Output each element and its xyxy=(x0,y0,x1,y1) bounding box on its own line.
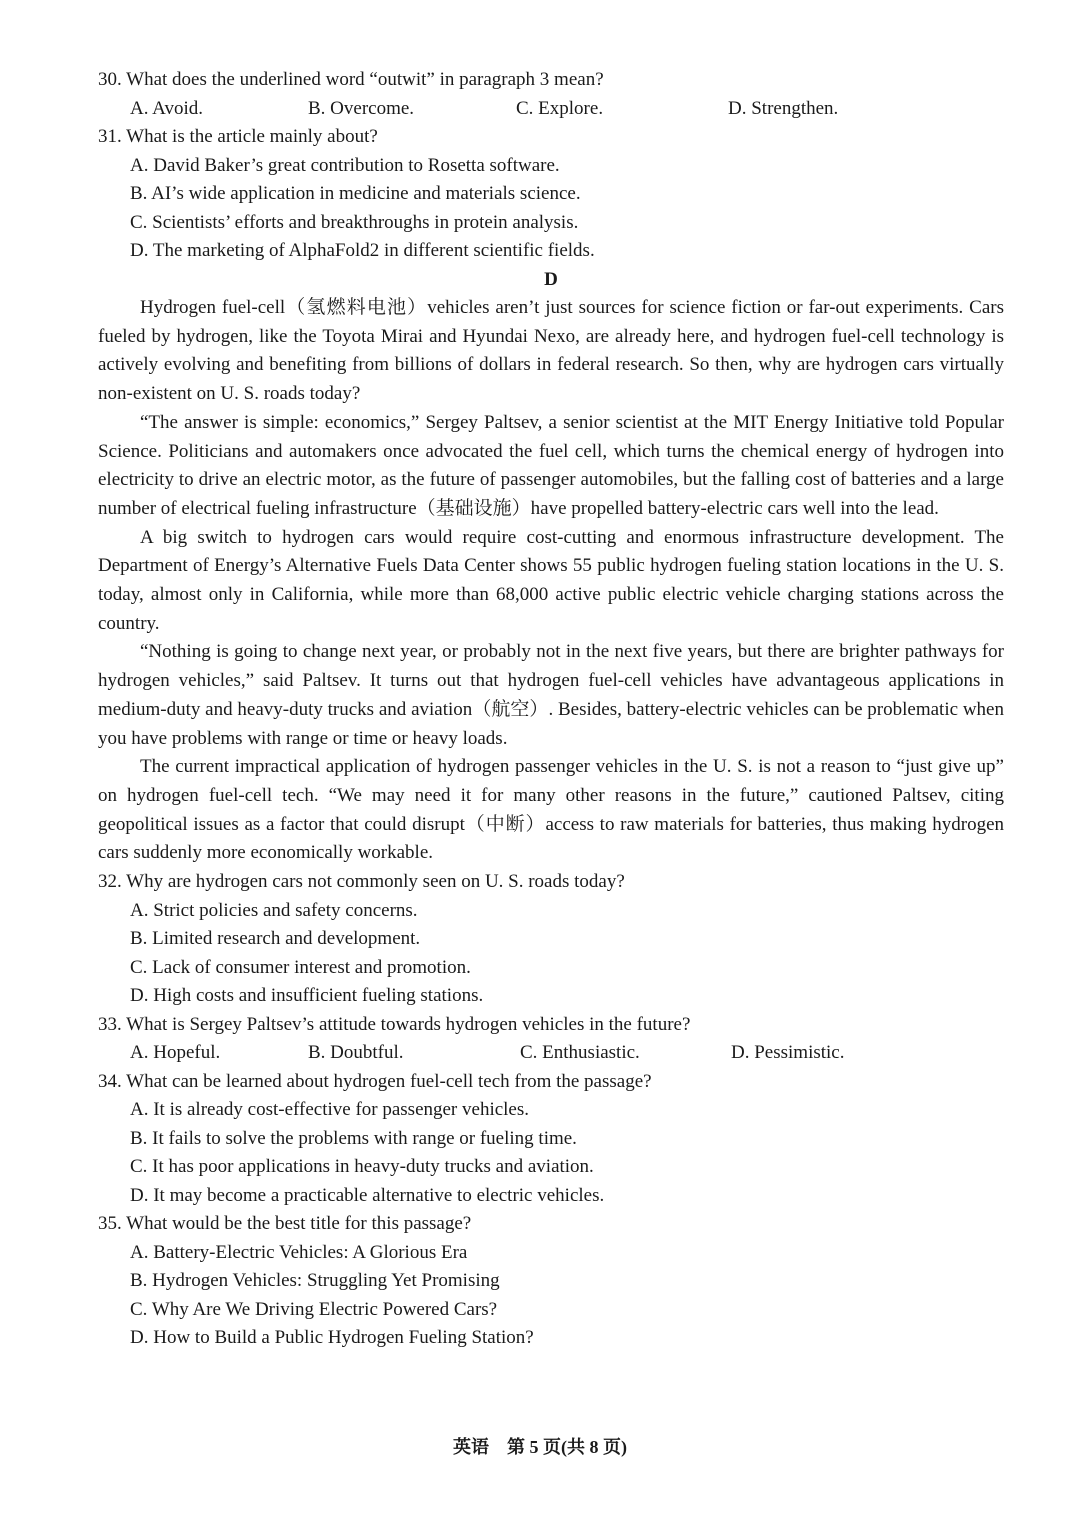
question-34: 34. What can be learned about hydrogen fuel-cell tech from the passage? xyxy=(98,1070,652,1092)
q31-option-a: A. David Baker’s great contribution to Rosetta software. xyxy=(130,154,560,176)
q34-option-b: B. It fails to solve the problems with range or fueling time. xyxy=(130,1127,577,1149)
question-33-options xyxy=(98,1039,1004,1068)
q33-option-a: A. Hopeful. xyxy=(130,1042,221,1064)
q30-option-b: B. Overcome. xyxy=(308,97,415,119)
q35-option-d: D. How to Build a Public Hydrogen Fueling Station? xyxy=(130,1327,534,1349)
q32-option-c: C. Lack of consumer interest and promotion. xyxy=(130,956,471,978)
question-30-options xyxy=(98,95,1004,124)
q31-option-b: B. AI’s wide application in medicine and materials science. xyxy=(130,183,581,204)
q34-option-d: D. It may become a practicable alternative to electric vehicles. xyxy=(130,1184,605,1206)
q30-option-d: D. Strengthen. xyxy=(728,97,839,119)
page-footer: 英语 第 5 页(共 8 页) xyxy=(453,1437,627,1457)
q35-option-c: C. Why Are We Driving Electric Powered Cars? xyxy=(130,1298,498,1320)
q32-option-b: B. Limited research and development. xyxy=(130,928,421,950)
q33-option-d: D. Pessimistic. xyxy=(731,1042,845,1064)
passage-paragraph: A big switch to hydrogen cars would require cost-cutting and enormous infrastructure development. The Department of Energy’s Alternative Fuels Data Center shows 55 public hydrogen fueling station locations in the U. S. today, almost only in California, while more than 68,000 active public electric vehicle charging stations across the country. xyxy=(98,526,1004,634)
passage xyxy=(98,294,1004,868)
q34-option-a: A. It is already cost-effective for passenger vehicles. xyxy=(130,1099,530,1121)
q32-option-d: D. High costs and insufficient fueling stations. xyxy=(130,985,484,1007)
question-35: 35. What would be the best title for this passage? xyxy=(98,1213,472,1235)
q35-option-b: B. Hydrogen Vehicles: Struggling Yet Promising xyxy=(130,1270,500,1292)
question-30: 30. What does the underlined word “outwit” in paragraph 3 mean? xyxy=(98,69,604,90)
passage-paragraph: Hydrogen fuel-cell（氢燃料电池）vehicles aren’t just sources for science fiction or far-out experiments. Cars fueled by hydrogen, like the Toyota Mirai and Hyundai Nexo, are already here, and hydrogen fuel-cell technology is actively evolving and benefiting from billions of dollars in federal research. So then, why are hydrogen cars virtually non-existent on U. S. roads today? xyxy=(98,297,1004,405)
q32-option-a: A. Strict policies and safety concerns. xyxy=(130,899,418,921)
q35-option-a: A. Battery-Electric Vehicles: A Glorious Era xyxy=(130,1241,468,1263)
passage-paragraph: The current impractical application of hydrogen passenger vehicles in the U. S. is not a reason to “just give up” on hydrogen fuel-cell tech. “We may need it for many other reasons in the future,” cautioned Paltsev, citing geopolitical issues as a factor that could disrupt（中断）access to raw materials for batteries, thus making hydrogen cars suddenly more economically workable. xyxy=(98,756,1004,864)
q33-option-b: B. Doubtful. xyxy=(308,1042,404,1064)
passage-paragraph: “The answer is simple: economics,” Sergey Paltsev, a senior scientist at the MIT Energy Initiative told Popular Science. Politicians and automakers once advocated the fuel cell, which turns the chemical energy of hydrogen into electricity to drive an electric motor, as the future of passenger automobiles, but the falling cost of batteries and a large number of electrical fueling infrastructure（基础设施）have propelled battery-electric cars well into the lead. xyxy=(98,411,1004,519)
q34-option-c: C. It has poor applications in heavy-duty trucks and aviation. xyxy=(130,1156,594,1178)
question-31: 31. What is the article mainly about? xyxy=(98,126,378,147)
exam-page xyxy=(98,66,1004,1353)
q31-option-c: C. Scientists’ efforts and breakthroughs in protein analysis. xyxy=(130,211,579,233)
q30-option-a: A. Avoid. xyxy=(130,97,204,119)
q31-option-d: D. The marketing of AlphaFold2 in different scientific fields. xyxy=(130,240,595,261)
passage-paragraph: “Nothing is going to change next year, or probably not in the next five years, but there are brighter pathways for hydrogen vehicles,” said Paltsev. It turns out that hydrogen fuel-cell vehicles have advantageous applications in medium-duty and heavy-duty trucks and aviation（航空）. Besides, battery-electric vehicles can be problematic when you have problems with range or time or heavy loads. xyxy=(98,641,1004,749)
q33-option-c: C. Enthusiastic. xyxy=(520,1042,640,1064)
question-33: 33. What is Sergey Paltsev’s attitude towards hydrogen vehicles in the future? xyxy=(98,1013,691,1035)
section-heading: D xyxy=(544,268,558,290)
question-32: 32. Why are hydrogen cars not commonly seen on U. S. roads today? xyxy=(98,871,625,893)
q30-option-c: C. Explore. xyxy=(516,97,604,119)
